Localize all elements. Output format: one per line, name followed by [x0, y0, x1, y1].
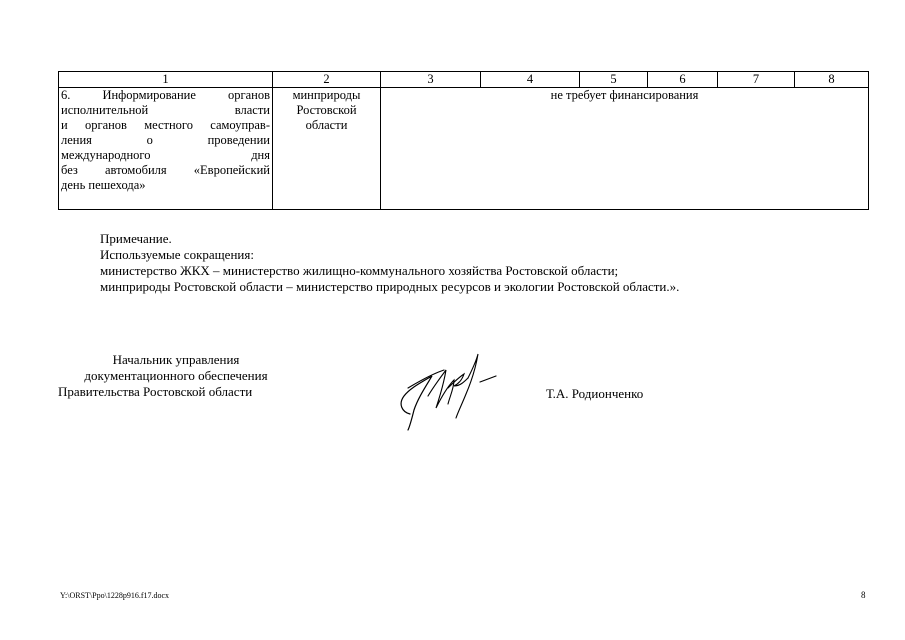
signer-position-line: Начальник управления	[112, 352, 240, 367]
executor-cell	[273, 88, 381, 210]
measure-line: день пешехода»	[61, 178, 146, 192]
measures-table	[58, 71, 869, 210]
handwritten-signature	[388, 352, 503, 432]
table-header-cell: 4	[481, 72, 580, 88]
table-header-cell: 3	[381, 72, 481, 88]
measure-line: ления о проведении	[61, 133, 270, 147]
note-block	[100, 231, 679, 295]
signer-position-line: Правительства Ростовской области	[58, 384, 253, 399]
signer-position-line: документационного обеспечения	[84, 368, 268, 383]
table-header-cell: 5	[580, 72, 648, 88]
executor-line: области	[305, 118, 348, 132]
table-row	[59, 88, 869, 210]
executor-line: минприроды	[292, 88, 361, 102]
table-header-row	[59, 72, 869, 88]
table-header-cell: 2	[273, 72, 381, 88]
measure-line: исполнительной власти	[61, 103, 270, 117]
note-title: Примечание.	[100, 231, 172, 246]
note-subtitle: Используемые сокращения:	[100, 247, 254, 262]
financing-cell: не требует финансирования	[381, 88, 869, 210]
table-header-cell: 7	[718, 72, 795, 88]
note-item: минприроды Ростовской области – министерство природных ресурсов и экологии Ростовской области.».	[100, 279, 680, 294]
page-number: 8	[861, 590, 866, 600]
signer-name: Т.А. Родионченко	[546, 386, 644, 401]
measure-cell	[59, 88, 273, 210]
table-header-cell: 8	[795, 72, 869, 88]
signer-position	[58, 352, 294, 400]
measure-line: международного дня	[61, 148, 270, 162]
note-item: министерство ЖКХ – министерство жилищно-коммунального хозяйства Ростовской области;	[100, 263, 619, 278]
measure-line: 6. Информирование органов	[61, 88, 270, 102]
table-header-cell: 6	[648, 72, 718, 88]
table-header-cell: 1	[59, 72, 273, 88]
measure-line: и органов местного самоуправ-	[61, 118, 270, 132]
measure-line: без автомобиля «Европейский	[61, 163, 270, 177]
footer-file-path: Y:\ORST\Ppo\1228p916.f17.docx	[60, 591, 170, 600]
executor-line: Ростовской	[296, 103, 357, 117]
